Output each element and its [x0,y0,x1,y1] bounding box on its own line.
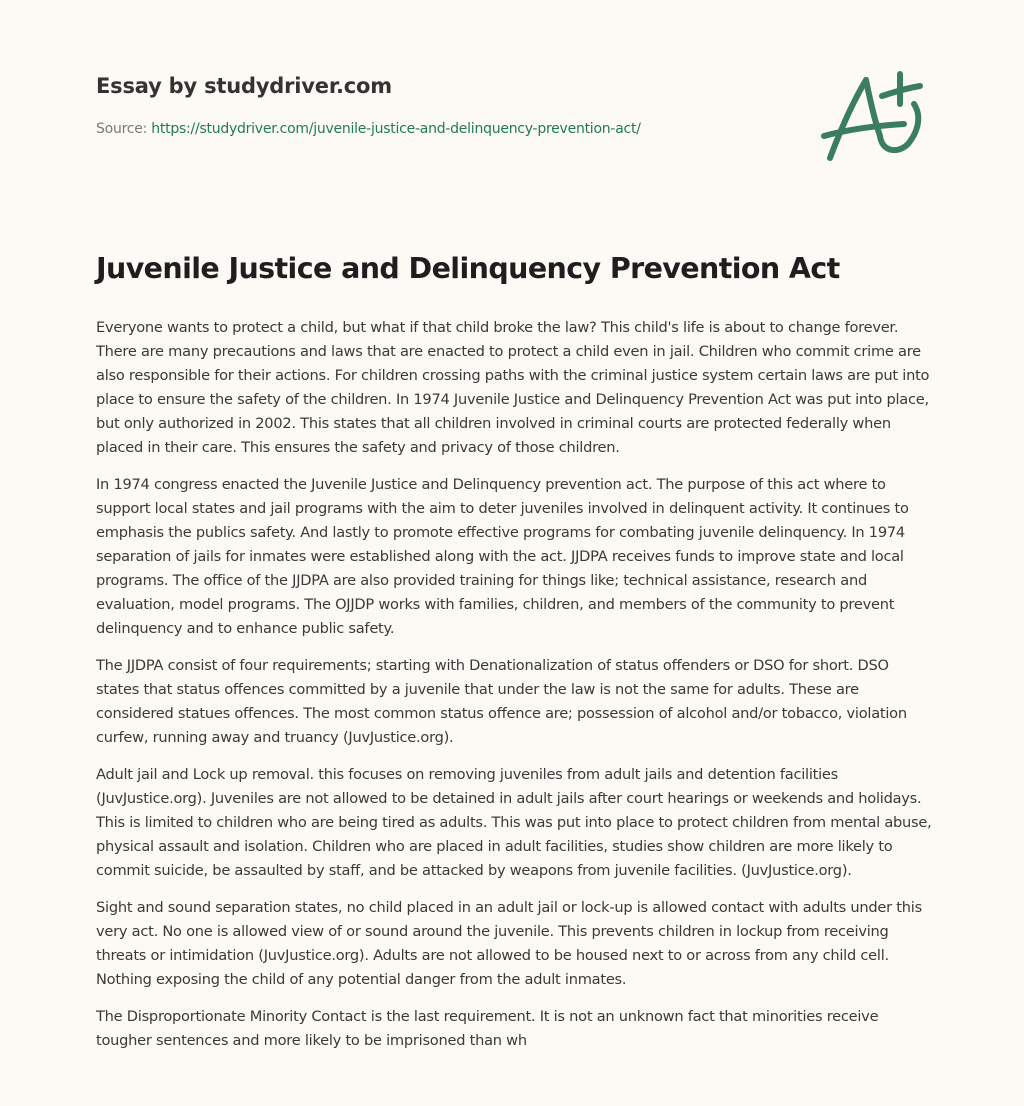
page-header [96,74,816,137]
paragraph: Adult jail and Lock up removal. this focuses on removing juveniles from adult jails and detention facilities (JuvJustice.org). Juveniles are not allowed to be detained in adult jails after court hearings or weekends and holidays. This is limited to children who are being tired as adults. This was put into place to protect children from mental abuse, physical assault and isolation. Children who are placed in adult facilities, studies show children are more likely to commit suicide, be assaulted by staff, and be attacked by weapons from juvenile facilities. (JuvJustice.org). [96,766,932,879]
site-title: Essay by studydriver.com [96,74,392,98]
article-body [96,316,932,1066]
source-link[interactable]: https://studydriver.com/juvenile-justice-and-delinquency-prevention-act/ [151,121,641,137]
source-label: Source: [96,121,148,137]
paragraph: Sight and sound separation states, no child placed in an adult jail or lock-up is allowed contact with adults under this very act. No one is allowed view of or sound around the juvenile. This prevents children in lockup from receiving threats or intimidation (JuvJustice.org). Adults are not allowed to be housed next to or across from any child cell. Nothing exposing the child of any potential danger from the adult inmates. [96,899,922,988]
source-line [96,121,816,137]
paragraph: Everyone wants to protect a child, but what if that child broke the law? This child's life is about to change forever. There are many precautions and laws that are enacted to protect a child even in jail. Children who commit crime are also responsible for their actions. For children crossing paths with the criminal justice system certain laws are put into place to ensure the safety of the children. In 1974 Juvenile Justice and Delinquency Prevention Act was put into place, but only authorized in 2002. This states that all children involved in criminal courts are protected federally when placed in their care. This ensures the safety and privacy of those children. [96,319,930,456]
a-plus-grade-icon [820,66,930,166]
article-title: Juvenile Justice and Delinquency Prevention Act [96,252,840,285]
paragraph: The JJDPA consist of four requirements; starting with Denationalization of status offenders or DSO for short. DSO states that status offences committed by a juvenile that under the law is not the same for adults. These are considered statues offences. The most common status offence are; possession of alcohol and/or tobacco, violation curfew, running away and truancy (JuvJustice.org). [96,657,907,746]
paragraph: The Disproportionate Minority Contact is the last requirement. It is not an unknown fact that minorities receive tougher sentences and more likely to be imprisoned than wh [96,1008,879,1049]
paragraph: In 1974 congress enacted the Juvenile Justice and Delinquency prevention act. The purpose of this act where to support local states and jail programs with the aim to deter juveniles involved in delinquent activity. It continues to emphasis the publics safety. And lastly to promote effective programs for combating juvenile delinquency. In 1974 separation of jails for inmates were established along with the act. JJDPA receives funds to improve state and local programs. The office of the JJDPA are also provided training for things like; technical assistance, research and evaluation, model programs. The OJJDP works with families, children, and members of the community to prevent delinquency and to enhance public safety. [96,476,909,637]
